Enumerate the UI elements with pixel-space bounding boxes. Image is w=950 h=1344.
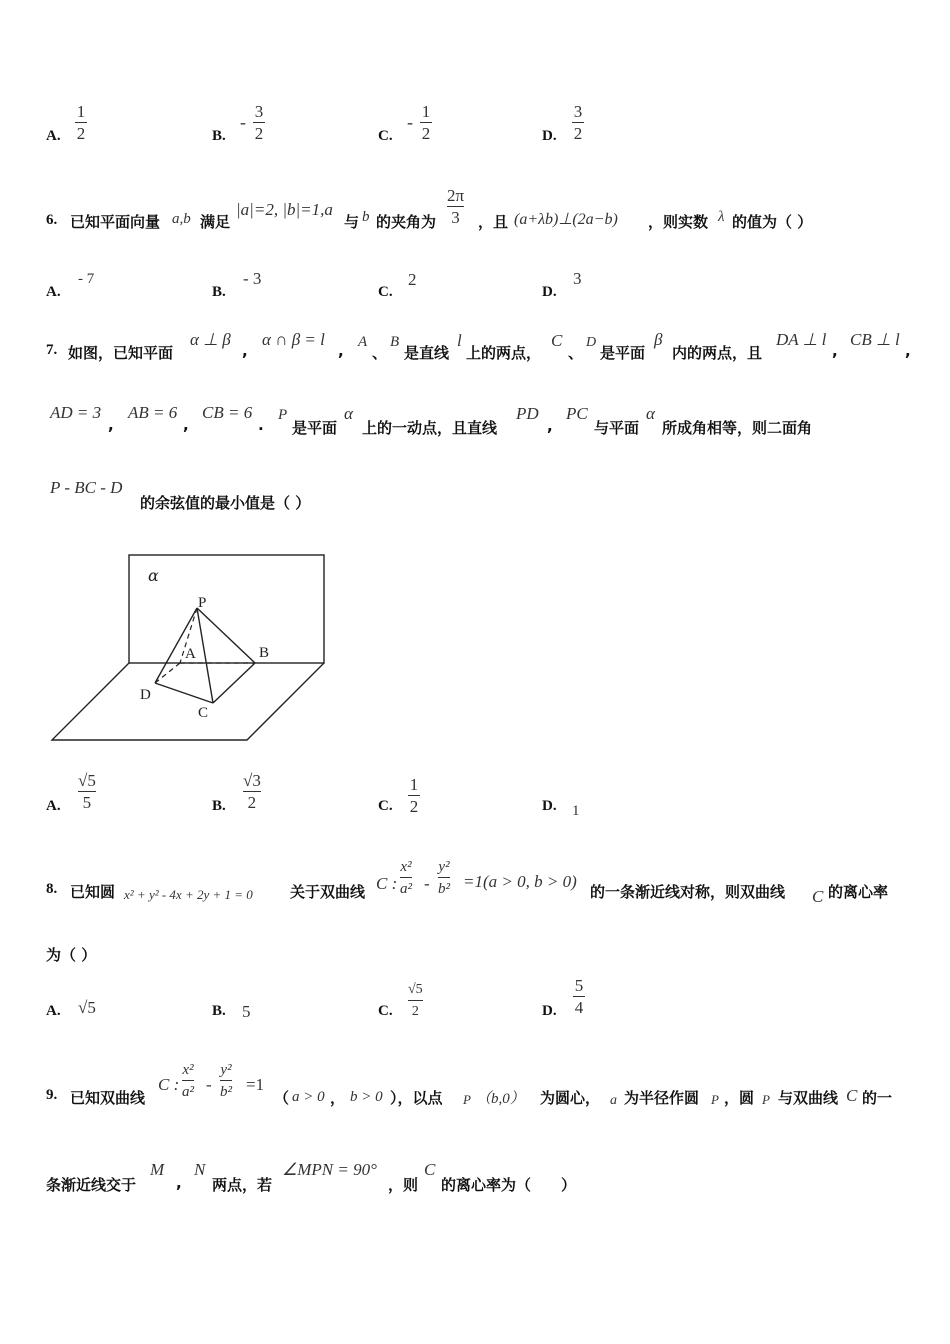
- q5-option-d-num: 3: [573, 102, 583, 121]
- q8-option-d-value: [573, 976, 585, 1019]
- q7-text-9: 所成角相等，则二面角: [662, 419, 813, 437]
- q6-number: 6.: [46, 212, 58, 228]
- figure-label-alpha: α: [148, 566, 159, 585]
- q7-D: D: [586, 335, 597, 350]
- q7-PD: PD: [516, 404, 539, 423]
- q5-option-c-sign: -: [407, 112, 413, 132]
- q9-y-term: [220, 1060, 232, 1103]
- q9-rhs: =1: [246, 1075, 265, 1094]
- q8-option-c-den: 2: [411, 1004, 419, 1019]
- q5-option-a-label[interactable]: A.: [46, 128, 61, 144]
- q5-option-c-num: 1: [421, 102, 431, 121]
- q8-a2: a²: [400, 881, 412, 897]
- q7-option-d-value: 1: [572, 803, 580, 819]
- q9-text-8: 条渐近线交于: [46, 1176, 137, 1194]
- q7-math-7: CB = 6: [202, 403, 253, 422]
- q9-comma: ，: [330, 1089, 346, 1107]
- edge-DC: [155, 683, 213, 703]
- edge-AD-dashed: [155, 663, 180, 683]
- q5-option-b-label[interactable]: B.: [212, 128, 226, 144]
- q6-angle-den: 3: [451, 208, 460, 227]
- q7-option-a-value: [78, 771, 96, 814]
- q7-math-1: α ⊥ β: [190, 330, 231, 349]
- q8-b2: b²: [438, 881, 450, 897]
- q9-cond-a: a > 0: [292, 1089, 325, 1105]
- q7-option-a-label[interactable]: A.: [46, 798, 61, 814]
- q9-text-10: ，则: [388, 1176, 419, 1194]
- q7-text-6: 是平面: [292, 419, 338, 437]
- q6-angle: [447, 186, 464, 229]
- q8-option-b-value: 5: [242, 1002, 251, 1021]
- q7-option-c-num: 1: [409, 775, 419, 794]
- q9-b2: b²: [220, 1084, 232, 1100]
- q9-a: a: [610, 1093, 617, 1108]
- q8-text-3: 的一条渐近线对称，则双曲线: [590, 883, 786, 901]
- q6-text-2: 满足: [200, 213, 231, 231]
- q7-PC: PC: [566, 404, 588, 423]
- q9-C3: C: [424, 1160, 436, 1179]
- q7-sep-2: 、: [568, 344, 584, 362]
- q7-text-5: 内的两点，且: [672, 344, 763, 362]
- q7-A: A: [358, 334, 368, 350]
- q6-text-7: 的值为（ ）: [732, 213, 813, 231]
- q9-text-7: 的一: [862, 1089, 893, 1107]
- q7-text-3: 上的两点，: [466, 344, 542, 362]
- q7-B: B: [390, 334, 400, 350]
- q9-M: M: [150, 1160, 165, 1179]
- q6-vectors: a,b: [172, 211, 191, 227]
- q7-text-1: 如图，已知平面: [68, 344, 174, 362]
- q7-math-3: DA ⊥ l: [776, 330, 827, 349]
- q8-x2: x²: [400, 859, 412, 875]
- q7-option-a-den: 5: [82, 793, 92, 812]
- q7-alpha-1: α: [344, 404, 353, 423]
- q6-condition: |a|=2, |b|=1,a: [236, 200, 333, 219]
- figure-label-P: P: [198, 595, 207, 611]
- q6-option-b-value: - 3: [243, 269, 262, 288]
- q6-text-1: 已知平面向量: [70, 213, 161, 231]
- q7-math-8: P - BC - D: [50, 478, 123, 497]
- q5-option-d-den: 2: [573, 124, 583, 143]
- q5-option-b-den: 2: [254, 124, 264, 143]
- q5-option-a-num: 1: [76, 102, 86, 121]
- q7-l: l: [457, 331, 462, 350]
- q9-P-2: P: [711, 1092, 719, 1107]
- q8-text-2: 关于双曲线: [290, 883, 366, 901]
- q7-option-c-value: [408, 775, 420, 818]
- q6-text-4: 的夹角为: [376, 213, 437, 231]
- q6-b: b: [362, 209, 370, 225]
- q7-text-7: 上的一动点，且直线: [362, 419, 498, 437]
- q9-paren-open: （: [274, 1089, 290, 1107]
- figure-label-A: A: [185, 646, 196, 662]
- q5-option-d-value: [572, 102, 584, 145]
- q8-option-a-label[interactable]: A.: [46, 1003, 61, 1019]
- q8-text-1: 已知圆: [70, 883, 116, 901]
- q8-circle: x² + y² - 4x + 2y + 1 = 0: [124, 887, 253, 902]
- q8-option-b-label[interactable]: B.: [212, 1003, 226, 1019]
- q7-option-d-label[interactable]: D.: [542, 798, 557, 814]
- q6-option-a-value: - 7: [78, 271, 95, 287]
- q7-option-b-den: 2: [247, 793, 257, 812]
- q9-x2: x²: [182, 1062, 194, 1078]
- q8-C2: C: [812, 887, 824, 906]
- q5-option-d-label[interactable]: D.: [542, 128, 557, 144]
- q8-C: C :: [376, 874, 398, 893]
- q8-option-d-num: 5: [574, 976, 584, 995]
- plane-beta: [52, 663, 324, 740]
- q9-text-11: 的离心率为（ ）: [441, 1176, 577, 1194]
- figure-label-D: D: [140, 687, 151, 703]
- q9-C: C :: [158, 1075, 180, 1094]
- figure-label-C: C: [198, 705, 209, 721]
- q6-option-c-value: 2: [408, 270, 417, 289]
- q7-text-4: 是平面: [600, 344, 646, 362]
- q6-option-a-label[interactable]: A.: [46, 284, 61, 300]
- q6-text-3: 与: [344, 213, 360, 231]
- q5-option-b-value: [253, 102, 265, 145]
- q7-beta: β: [654, 330, 663, 349]
- q8-option-d-den: 4: [574, 998, 584, 1017]
- q6-text-5: ，且: [478, 213, 509, 231]
- q9-x-term: [182, 1060, 194, 1103]
- q7-C: C: [551, 331, 563, 350]
- q6-option-c-label[interactable]: C.: [378, 284, 393, 300]
- q7-option-c-den: 2: [409, 797, 419, 816]
- q9-y2: y²: [220, 1062, 232, 1078]
- edge-PC: [197, 608, 213, 703]
- q8-y2: y²: [438, 859, 450, 875]
- q9-text-3: 为圆心，: [540, 1089, 601, 1107]
- q8-option-c-num: √5: [408, 982, 423, 997]
- q8-option-c-label[interactable]: C.: [378, 1003, 393, 1019]
- q9-P-1: P: [463, 1092, 471, 1107]
- q7-figure: [40, 545, 340, 750]
- q7-option-a-num: √5: [78, 771, 96, 790]
- q9-text-1: 已知双曲线: [70, 1089, 146, 1107]
- q9-C2: C: [846, 1086, 858, 1105]
- q8-number: 8.: [46, 881, 58, 897]
- q9-text-4: 为半径作圆: [624, 1089, 700, 1107]
- q7-sep-1: 、: [372, 344, 388, 362]
- q9-text-6: 与双曲线: [778, 1089, 839, 1107]
- q8-option-c-value: [408, 980, 423, 1023]
- q9-text-5: ，圆: [724, 1089, 755, 1107]
- q5-option-a-value: [75, 102, 87, 145]
- q6-option-b-label[interactable]: B.: [212, 284, 226, 300]
- q7-text-8: 与平面: [594, 419, 640, 437]
- figure-label-B: B: [259, 645, 270, 661]
- q9-P-3: P: [762, 1092, 770, 1107]
- q9-text-9: 两点，若: [212, 1176, 273, 1194]
- q5-option-c-label[interactable]: C.: [378, 128, 393, 144]
- q6-option-d-label[interactable]: D.: [542, 284, 557, 300]
- q7-option-b-value: [243, 771, 261, 814]
- q9-minus: -: [206, 1075, 212, 1094]
- q6-lambda: λ: [718, 209, 725, 225]
- q8-text-5: 为（ ）: [46, 946, 97, 964]
- q8-text-4: 的离心率: [828, 883, 889, 901]
- q5-option-a-den: 2: [76, 124, 86, 143]
- q5-option-c-value: [420, 102, 432, 145]
- q8-y-term: [438, 857, 450, 900]
- q7-alpha-2: α: [646, 404, 655, 423]
- q7-math-4: CB ⊥ l: [850, 330, 900, 349]
- q7-text-2: 是直线: [404, 344, 450, 362]
- q7-option-b-label[interactable]: B.: [212, 798, 226, 814]
- edge-BC: [213, 663, 255, 703]
- q7-text-10: 的余弦值的最小值是（ ）: [140, 494, 311, 512]
- q9-center: （b,0）: [476, 1091, 525, 1107]
- q8-option-a-value: √5: [78, 998, 96, 1017]
- q5-option-c-den: 2: [421, 124, 431, 143]
- q8-minus: -: [424, 874, 430, 893]
- q9-cond-b: b > 0: [350, 1089, 383, 1105]
- q6-text-6: ，则实数: [648, 213, 709, 231]
- q7-number: 7.: [46, 342, 58, 358]
- q9-number: 9.: [46, 1087, 58, 1103]
- q5-option-b-sign: -: [240, 112, 246, 132]
- q7-option-c-label[interactable]: C.: [378, 798, 393, 814]
- q6-angle-num: 2π: [447, 186, 465, 205]
- q6-option-d-value: 3: [573, 269, 582, 288]
- q7-math-6: AB = 6: [128, 403, 178, 422]
- edge-PB: [197, 608, 255, 663]
- q8-x-term: [400, 857, 412, 900]
- q6-perp: (a+λb)⊥(2a−b): [514, 211, 618, 228]
- q9-angle: ∠MPN = 90°: [282, 1160, 377, 1179]
- q8-option-d-label[interactable]: D.: [542, 1003, 557, 1019]
- q9-a2: a²: [182, 1084, 194, 1100]
- q7-P: P: [278, 407, 288, 423]
- q7-math-5: AD = 3: [50, 403, 102, 422]
- q7-option-b-num: √3: [243, 771, 261, 790]
- q8-rhs: =1(a > 0, b > 0): [463, 872, 577, 891]
- q9-text-2: ），以点: [390, 1089, 443, 1107]
- q5-option-b-num: 3: [254, 102, 264, 121]
- q7-math-2: α ∩ β = l: [262, 330, 325, 349]
- q9-N: N: [194, 1160, 206, 1179]
